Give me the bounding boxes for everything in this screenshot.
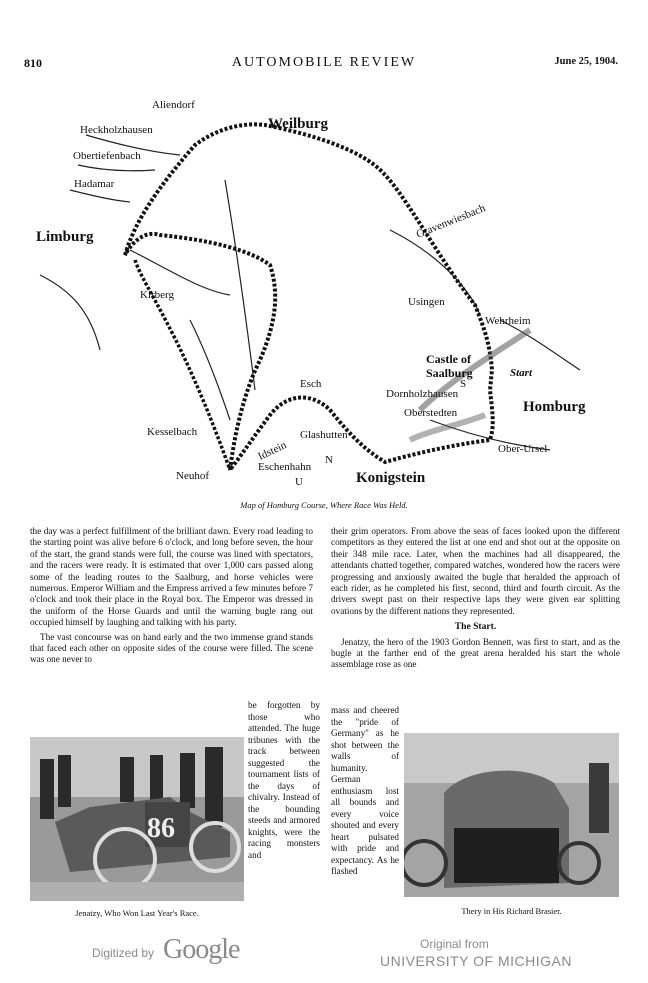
- map-label-weilburg: Weilburg: [268, 116, 329, 132]
- photo-caption-right: Thery in His Richard Brasier.: [461, 906, 562, 916]
- photo-caption-left: Jenatzy, Who Won Last Year's Race.: [75, 908, 199, 918]
- map-label-esch: Esch: [300, 378, 322, 390]
- photo-jenatzy: [30, 737, 244, 901]
- article-column-right: [331, 526, 620, 674]
- issue-date: June 25, 1904.: [554, 56, 618, 67]
- journal-title: AUTOMOBILE REVIEW: [231, 55, 417, 70]
- map-label-aliendorf: Aliendorf: [152, 99, 195, 111]
- map-label-kirberg: Kirberg: [140, 289, 175, 301]
- map-label-homburg: Homburg: [523, 399, 586, 415]
- section-heading: The Start.: [454, 621, 497, 633]
- map-label-oberstedten: Oberstedten: [404, 407, 458, 419]
- institution-label: UNIVERSITY OF MICHIGAN: [380, 953, 572, 969]
- page-number: 810: [24, 56, 42, 70]
- map-label-start: Start: [510, 367, 533, 379]
- google-logo: Google: [163, 934, 240, 965]
- map-label-hadamar: Hadamar: [74, 178, 115, 190]
- map-label-castle-of: Castle of: [426, 352, 471, 366]
- map-label-limburg: Limburg: [36, 229, 94, 245]
- map-label-neuhof: Neuhof: [176, 470, 209, 482]
- map-label-konigstein: Konigstein: [356, 470, 426, 486]
- map-label-glashutten: Glashutten: [300, 429, 348, 441]
- article-narrow-left: be forgotten by those who attended. The huge tribunes with the track between suggested the tournament lists of the days of chivalry. Instead of the bounding steeds and armored knights, were the racing monsters and: [248, 700, 320, 860]
- article-narrow-right: mass and cheered the "pride of Germany" as he shot between the walls of humanity. German enthusiasm lost all bounds and every voice shouted and every heart pulsated with pride and expectancy. As he flashed: [331, 705, 399, 876]
- map-label-saalburg: Saalburg: [426, 366, 473, 380]
- map-label-dornholzhausen: Dornholzhausen: [386, 388, 459, 400]
- map-label-s: S: [460, 378, 467, 390]
- map-label-usingen: Usingen: [408, 296, 445, 308]
- map-label-idstein: Idstein: [256, 439, 289, 463]
- paragraph: Jenatzy, the hero of the 1903 Gordon Bennett, was first to start, and as the bugle at the farther end of the great arena heralded his start the whole assemblage rose as one: [331, 636, 620, 670]
- paragraph: their grim operators. From above the seas of faces looked upon the different competitors as they entered the list at one end and shot out at the opposite on their 348 mile race. Later, when the machines had all disappeared, the attendants chatted together, compared watches, wondered how the racers were progressing and anxiously awaited the bugle that heralded the approach of each rider, as he completed his first, second, third and fourth circuit. As the drivers swept past on their respective laps they were given ear splitting ovations by the different nations they represented.: [331, 526, 620, 616]
- map-label-heckholzhausen: Heckholzhausen: [80, 124, 153, 136]
- map-label-eschenhahn: Eschenhahn: [258, 461, 312, 473]
- paragraph: The vast concourse was on hand early and the two immense grand stands that faced each other on opposite sides of the course were filled. The scene was one never to: [30, 631, 313, 665]
- photo-thery: [404, 733, 619, 897]
- map-label-obertiefenbach: Obertiefenbach: [73, 150, 141, 162]
- article-column-left: [30, 526, 313, 669]
- race-course-map: [30, 90, 620, 490]
- car-number-86: 86: [147, 813, 175, 844]
- map-label-wehrheim: Wehrheim: [485, 315, 531, 327]
- original-from-label: Original from: [420, 937, 489, 951]
- paragraph: the day was a perfect fulfillment of the brilliant dawn. Every road leading to the starting point was alive before 6 o'clock, and long before seven, the hour of the start, the grand stands were full, the course was lined with spectators, and the racers were ready. It is estimated that over 1,000 cars passed along some of the leading routes to the Saalburg, and horse vehicles were numerous. Emperor William and the Empress arrived a few minutes before 7 o'clock and took their place in the Royal box. The Emperor was dressed in the uniform of the Horse Guards and until the warning bugle rang out occupied himself by laughing and talking with his party.: [30, 526, 313, 628]
- map-caption: Map of Homburg Course, Where Race Was Held.: [240, 500, 408, 510]
- map-label-kesselbach: Kesselbach: [147, 426, 198, 438]
- digitized-by-label: Digitized by: [92, 946, 155, 960]
- map-label-gravenwiesbach: Gravenwiesbach: [414, 202, 488, 241]
- map-label-u: U: [295, 476, 303, 488]
- map-label-n: N: [325, 454, 333, 466]
- map-label-ober-ursel: Ober-Ursel: [498, 443, 548, 455]
